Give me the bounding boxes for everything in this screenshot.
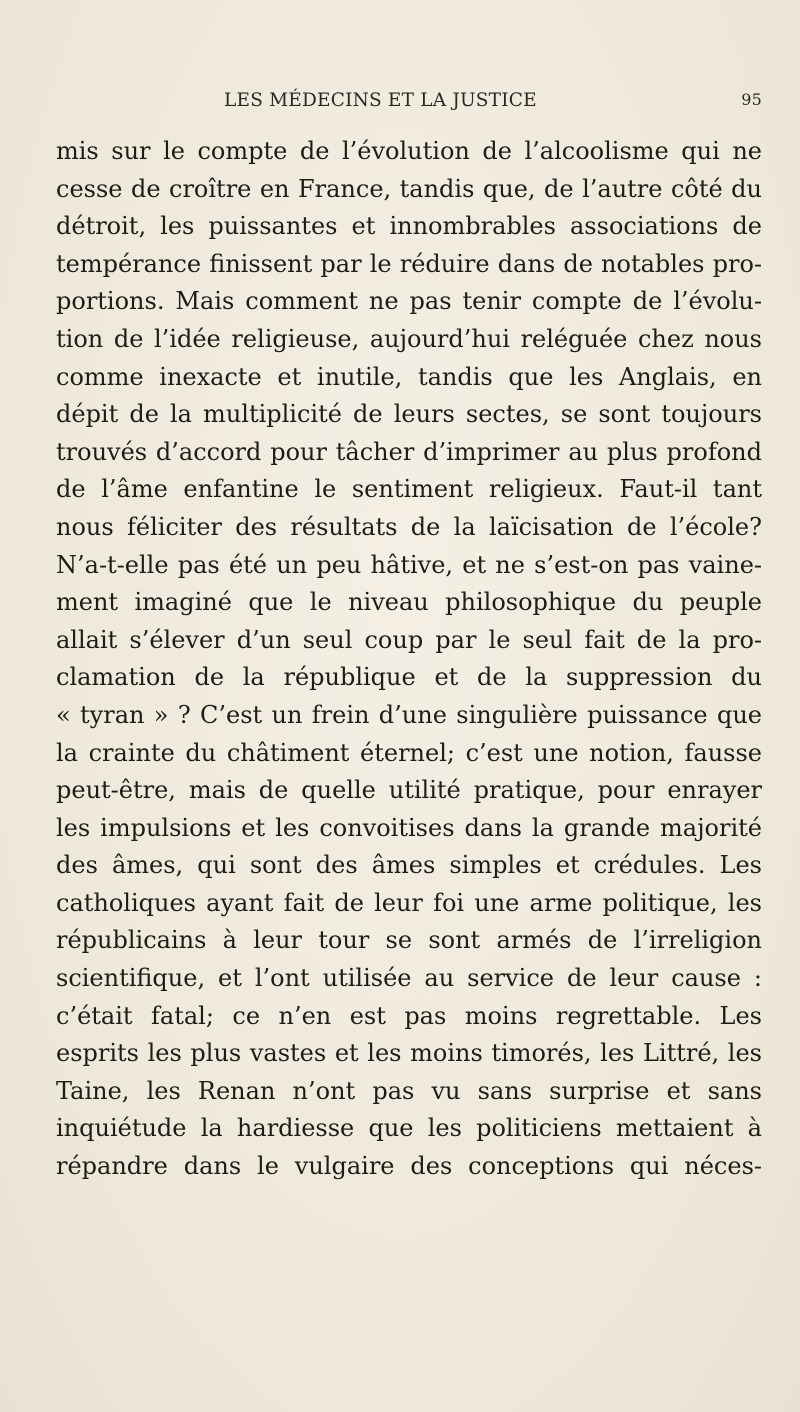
text-line: trouvés d’accord pour tâcher d’imprimer au plus profond [56, 437, 762, 466]
text-line: N’a-t-elle pas été un peu hâtive, et ne s’est-on pas vaine- [56, 550, 762, 579]
text-line: scientifique, et l’ont utilisée au service de leur cause : [56, 964, 762, 993]
text-line: républicains à leur tour se sont armés de l’irreligion [56, 926, 762, 955]
text-line: de l’âme enfantine le sentiment religieux. Faut-il tant [56, 475, 762, 504]
text-line: c’était fatal; ce n’en est pas moins regrettable. Les [56, 1001, 762, 1030]
text-line: peut-être, mais de quelle utilité pratique, pour enrayer [56, 776, 762, 805]
text-line: clamation de la république et de la suppression du [56, 663, 762, 692]
text-line: cesse de croître en France, tandis que, de l’autre côté du [56, 174, 762, 203]
text-line: allait s’élever d’un seul coup par le seul fait de la pro- [56, 625, 762, 654]
text-line: comme inexacte et inutile, tandis que les Anglais, en [56, 362, 762, 391]
text-line: mis sur le compte de l’évolution de l’alcoolisme qui ne [56, 137, 762, 165]
text-line: des âmes, qui sont des âmes simples et crédules. Les [56, 851, 762, 880]
text-line: ment imaginé que le niveau philosophique du peuple [56, 588, 762, 617]
text-line: « tyran » ? C’est un frein d’une singulière puissance que [56, 700, 762, 729]
text-line: répandre dans le vulgaire des conceptions qui néces- [56, 1152, 762, 1181]
text-line: portions. Mais comment ne pas tenir compte de l’évolu- [56, 287, 762, 316]
text-line: la crainte du châtiment éternel; c’est une notion, fausse [56, 738, 762, 767]
text-line: dépit de la multiplicité de leurs sectes, se sont toujours [56, 400, 762, 429]
text-line: Taine, les Renan n’ont pas vu sans surprise et sans [56, 1076, 762, 1105]
text-line: esprits les plus vastes et les moins timorés, les Littré, les [56, 1039, 762, 1068]
text-line: catholiques ayant fait de leur foi une arme politique, les [56, 888, 762, 917]
text-line: tion de l’idée religieuse, aujourd’hui reléguée chez nous [56, 324, 762, 353]
text-line: tempérance finissent par le réduire dans de notables pro- [56, 249, 762, 278]
text-line: les impulsions et les convoitises dans la grande majorité [56, 813, 762, 842]
text-line: détroit, les puissantes et innombrables associations de [56, 212, 762, 241]
body-text [56, 133, 762, 1186]
running-head [56, 90, 762, 120]
running-title: LES MÉDECINS ET LA JUSTICE [224, 90, 537, 111]
text-line: inquiétude la hardiesse que les politiciens mettaient à [56, 1114, 762, 1143]
text-line: nous féliciter des résultats de la laïcisation de l’école? [56, 512, 762, 541]
page-number: 95 [741, 90, 762, 109]
